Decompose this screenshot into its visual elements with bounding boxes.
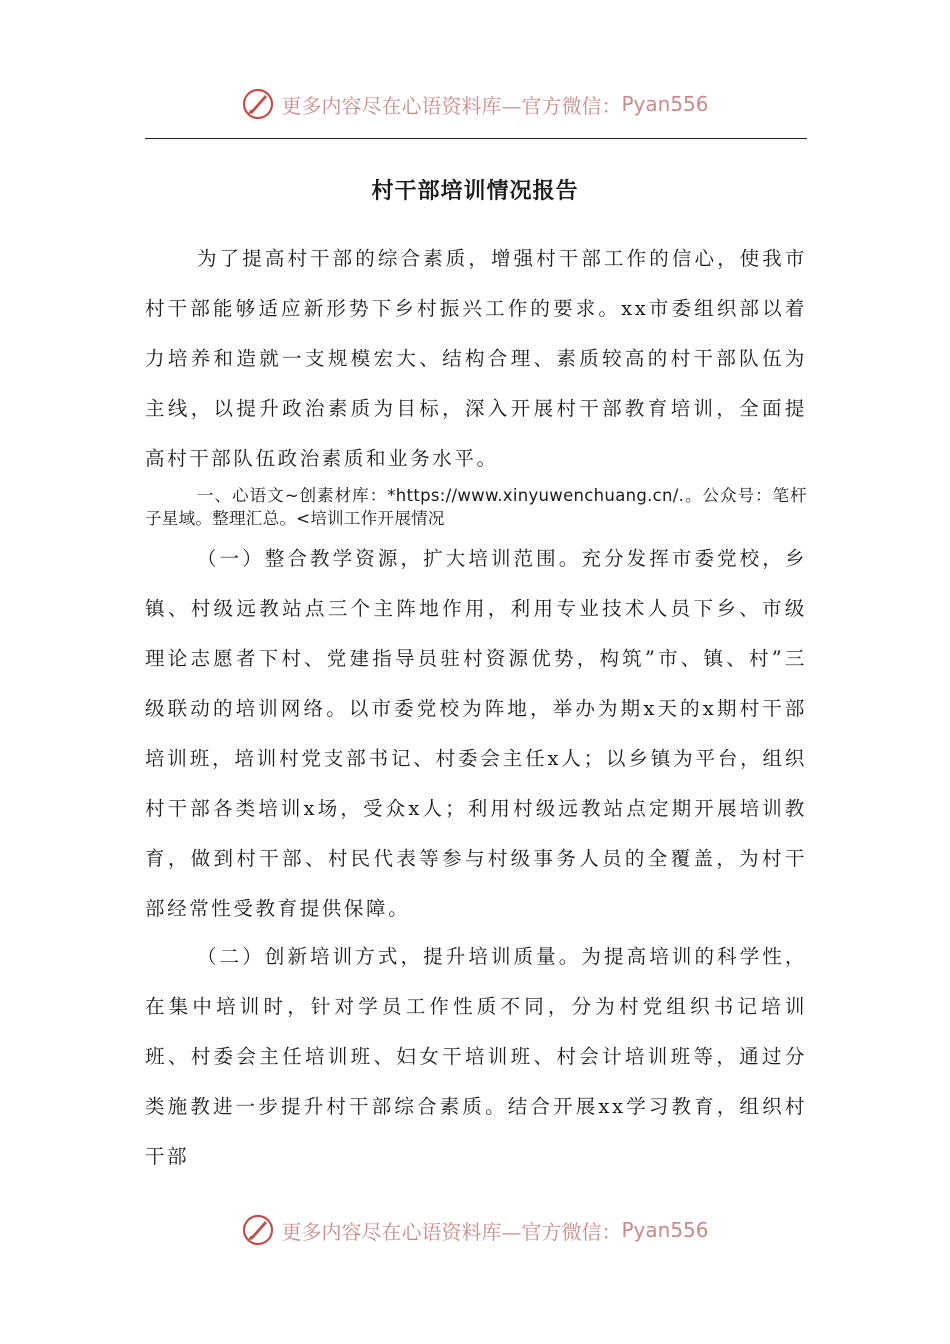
- footer-watermark-banner: [0, 1210, 950, 1250]
- document-title: 村干部培训情况报告: [371, 179, 579, 204]
- banner-wechat-id: Pyan556: [621, 1218, 709, 1242]
- paragraph-section-2: （二）创新培训方式，提升培训质量。为提高培训的科学性，在集中培训时，针对学员工作性质不同，分为村党组织书记培训班、村委会主任培训班、妇女干培训班、村会计培训班等，通过分类施教进一步提升村干部综合素质。结合开展xx学习教育，组织村干部: [145, 945, 807, 1168]
- banner-text: 更多内容尽在心语资料库—官方微信：: [281, 1219, 622, 1244]
- header-divider: [145, 138, 807, 139]
- header-watermark-banner: [0, 84, 950, 124]
- banner-text: 更多内容尽在心语资料库—官方微信：: [281, 93, 622, 118]
- quill-pen-logo-icon: [241, 87, 275, 121]
- quill-pen-logo-icon: [241, 1213, 275, 1247]
- banner-wechat-id: Pyan556: [621, 92, 709, 116]
- paragraph-section-1: （一）整合教学资源，扩大培训范围。充分发挥市委党校，乡镇、村级远教站点三个主阵地作用，利用专业技术人员下乡、市级理论志愿者下村、党建指导员驻村资源优势，构筑”市、镇、村”三级联动的培训网络。以市委党校为阵地，举办为期x天的x期村干部培训班，培训村党支部书记、村委会主任x人；以乡镇为平台，组织村干部各类培训x场，受众x人；利用村级远教站点定期开展培训教育，做到村干部、村民代表等参与村级事务人员的全覆盖，为村干部经常性受教育提供保障。: [145, 547, 807, 920]
- paragraph-section-heading: 一、心语文~创素材库：*https://www.xinyuwenchuang.cn/.。公众号：笔杆子星域。整理汇总。<培训工作开展情况: [145, 486, 807, 528]
- paragraph-intro: 为了提高村干部的综合素质，增强村干部工作的信心，使我市村干部能够适应新形势下乡村振兴工作的要求。xx市委组织部以着力培养和造就一支规模宏大、结构合理、素质较高的村干部队伍为主线，以提升政治素质为目标，深入开展村干部教育培训，全面提高村干部队伍政治素质和业务水平。: [145, 247, 807, 470]
